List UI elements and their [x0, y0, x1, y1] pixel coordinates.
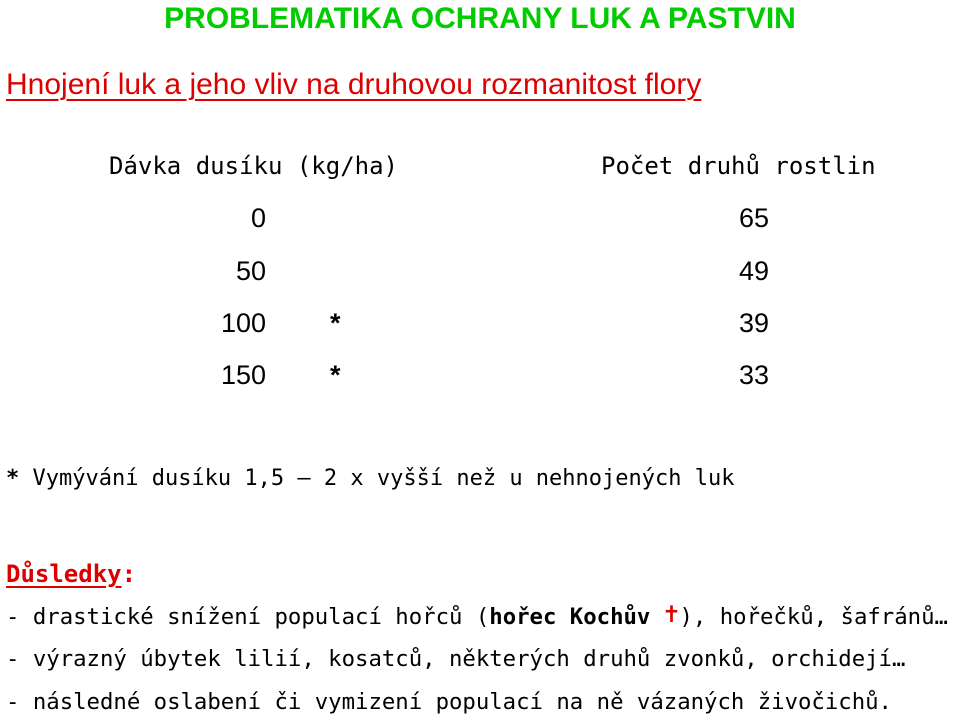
page-subtitle: Hnojení luk a jeho vliv na druhovou rozmanitost flory [6, 68, 702, 101]
table-cell-count: 39 [738, 308, 769, 338]
consequences-label: Důsledky [6, 560, 122, 588]
list-item: - výrazný úbytek lilií, kosatců, některých druhů zvonků, orchidejí… [6, 646, 906, 672]
table-cell-count: 49 [738, 256, 769, 286]
list-item-text: - drastické snížení populací hořců ( [6, 604, 490, 630]
table-cell-dose: 50 [235, 256, 266, 286]
list-item-bold-text: hořec Kochův [489, 604, 651, 630]
list-item-text: ), hořečků, šafránů… [679, 604, 948, 630]
consequences-heading [6, 560, 136, 588]
footnote [6, 466, 735, 491]
page-title: PROBLEMATIKA OCHRANY LUK A PASTVIN [164, 2, 796, 35]
table-cell-dose: 150 [220, 360, 266, 390]
table-cell-dose: 100 [220, 308, 266, 338]
cross-icon: ✝ [663, 599, 680, 629]
table-cell-count: 65 [738, 203, 769, 233]
table-cell-mark: * [330, 360, 341, 390]
table-header-species-count: Počet druhů rostlin [601, 152, 876, 180]
consequences-colon: : [121, 560, 137, 588]
table-cell-dose: 0 [250, 203, 266, 233]
table-header-nitrogen-dose: Dávka dusíku (kg/ha) [109, 152, 398, 180]
table-cell-mark: * [330, 308, 341, 338]
list-item: - následné oslabení či vymizení populací na ně vázaných živočichů. [6, 689, 892, 715]
footnote-star: * [6, 466, 20, 491]
table-cell-count: 33 [738, 360, 769, 390]
list-item [6, 599, 948, 630]
footnote-text: Vymývání dusíku 1,5 – 2 x vyšší než u nehnojených luk [19, 466, 735, 491]
